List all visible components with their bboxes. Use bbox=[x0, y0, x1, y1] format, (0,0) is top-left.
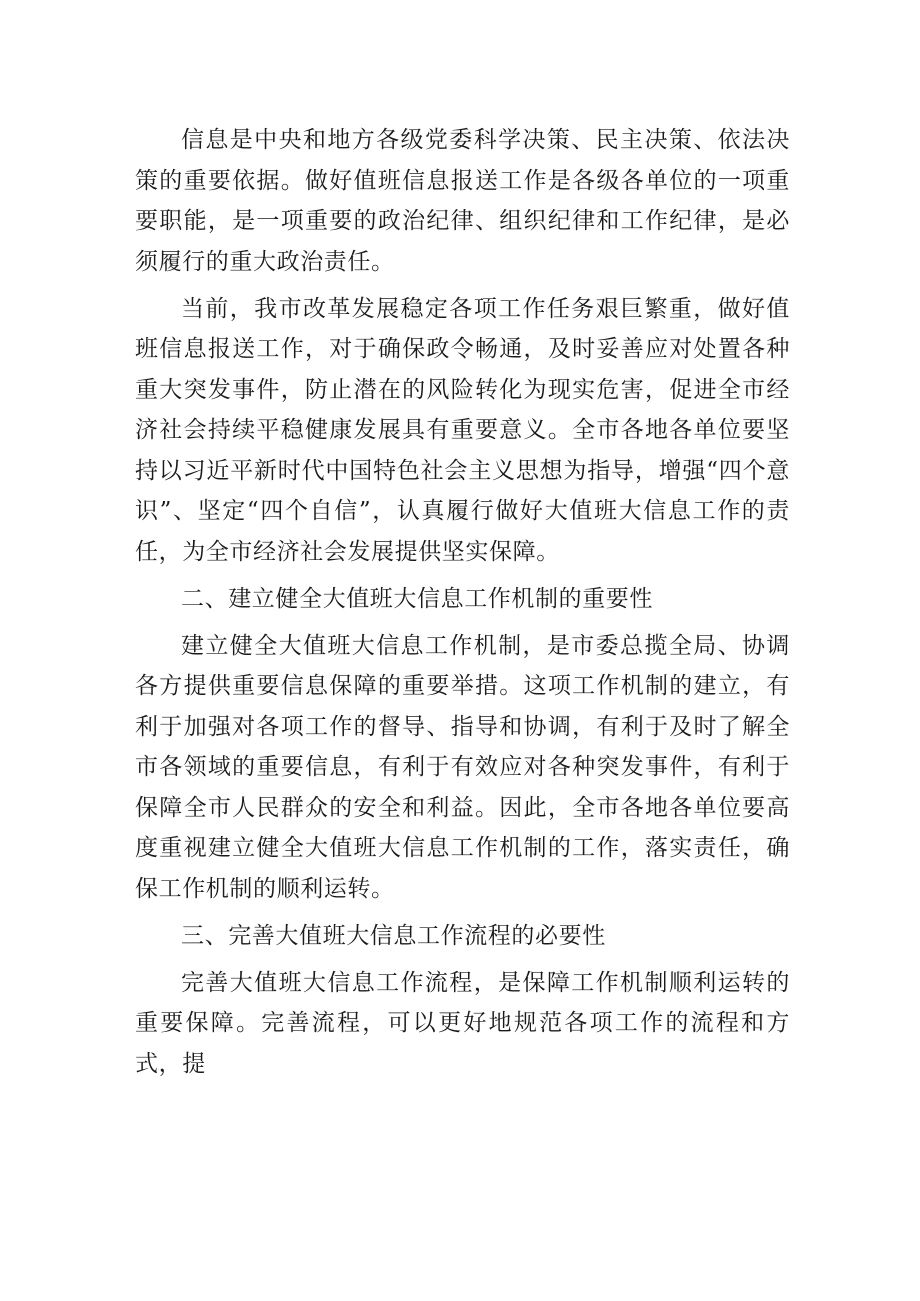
paragraph-information-importance: 信息是中央和地方各级党委科学决策、民主决策、依法决策的重要依据。做好值班信息报送工作是各级各单位的一项重要职能，是一项重要的政治纪律、组织纪律和工作纪律，是必须履行的重大政治责任。 bbox=[135, 127, 790, 275]
paragraph-current-situation: 当前，我市改革发展稳定各项工作任务艰巨繁重，做好值班信息报送工作，对于确保政令畅通，及时妥善应对处置各种重大突发事件，防止潜在的风险转化为现实危害，促进全市经济社会持续平稳健康发展具有重要意义。全市各地各单位要坚持以习近平新时代中国特色社会主义思想为指导，增强“四个意识”、坚定“四个自信”，认真履行做好大值班大信息工作的责任，为全市经济社会发展提供坚实保障。 bbox=[135, 295, 790, 565]
section-heading-two: 二、建立健全大值班大信息工作机制的重要性 bbox=[181, 585, 653, 612]
section-heading-three: 三、完善大值班大信息工作流程的必要性 bbox=[181, 922, 606, 949]
paragraph-process: 完善大值班大信息工作流程，是保障工作机制顺利运转的重要保障。完善流程，可以更好地规范各项工作的流程和方式，提 bbox=[135, 969, 790, 1077]
paragraph-mechanism: 建立健全大值班大信息工作机制，是市委总揽全局、协调各方提供重要信息保障的重要举措。这项工作机制的建立，有利于加强对各项工作的督导、指导和协调，有利于及时了解全市各领域的重要信息，有利于有效应对各种突发事件，有利于保障全市人民群众的安全和利益。因此，全市各地各单位要高度重视建立健全大值班大信息工作机制的工作，落实责任，确保工作机制的顺利运转。 bbox=[135, 632, 790, 902]
document-body bbox=[135, 120, 790, 1091]
